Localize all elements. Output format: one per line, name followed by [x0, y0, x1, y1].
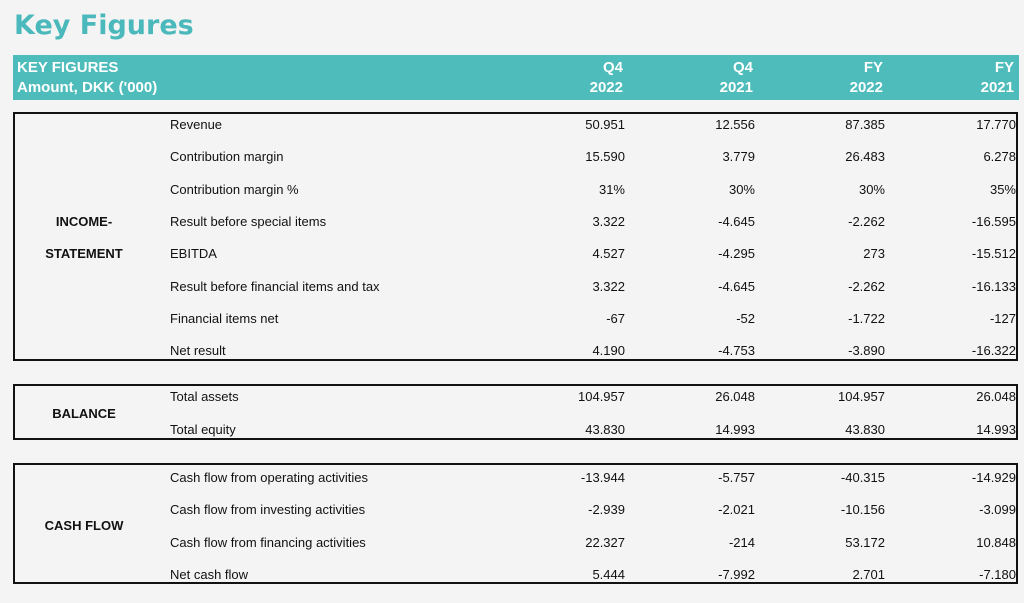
row-label: Financial items net [170, 310, 279, 326]
cell-value: -3.890 [848, 343, 885, 359]
cell-value: -16.595 [971, 213, 1016, 229]
table-row [15, 386, 1018, 418]
row-label: Result before financial items and tax [170, 278, 380, 294]
row-label: Cash flow from financing activities [170, 534, 366, 550]
income-statement-section [13, 112, 1018, 361]
cell-value: 4.527 [592, 246, 625, 262]
col-period: FY [863, 59, 883, 76]
table-row [15, 308, 1018, 340]
cell-value: -2.939 [588, 502, 625, 518]
cell-value: 35% [989, 181, 1016, 197]
row-label: EBITDA [170, 246, 217, 262]
row-label: Cash flow from investing activities [170, 502, 366, 518]
balance-section [13, 384, 1018, 440]
cell-value: -3.099 [979, 502, 1016, 518]
cell-value: 12.556 [715, 117, 755, 132]
table-header [13, 55, 1019, 100]
header-subtitle: Amount, DKK ('000) [17, 79, 158, 96]
table-row [15, 243, 1018, 275]
cell-value: 2.701 [852, 566, 885, 582]
cell-value: 273 [863, 246, 885, 262]
table-row [15, 564, 1018, 596]
cell-value: -67 [606, 310, 625, 326]
cell-value: -14.929 [971, 470, 1016, 485]
row-label: Contribution margin % [170, 181, 299, 197]
row-label: Contribution margin [170, 149, 284, 165]
cell-value: 3.779 [722, 149, 755, 165]
row-label: Cash flow from operating activities [170, 470, 368, 485]
row-label: Total equity [170, 422, 236, 437]
cell-value: -4.753 [718, 343, 755, 359]
cell-value: 14.993 [715, 422, 755, 437]
cell-value: 10.848 [976, 534, 1016, 550]
cell-value: 50.951 [585, 117, 625, 132]
cell-value: 30% [858, 181, 885, 197]
col-year: 2022 [849, 79, 883, 96]
table-row [15, 499, 1018, 531]
cell-value: -127 [989, 310, 1016, 326]
header-title: KEY FIGURES [17, 59, 119, 76]
table-row [15, 467, 1018, 499]
cell-value: 31% [598, 181, 625, 197]
row-label: Net cash flow [170, 566, 249, 582]
cell-value: -1.722 [848, 310, 885, 326]
cell-value: -16.322 [971, 343, 1016, 359]
col-year: 2021 [719, 79, 753, 96]
cell-value: -4.645 [718, 278, 755, 294]
cell-value: 43.830 [845, 422, 885, 437]
cell-value: 104.957 [578, 389, 625, 404]
cell-value: 26.048 [715, 389, 755, 404]
cell-value: -4.645 [718, 213, 755, 229]
cell-value: 30% [728, 181, 755, 197]
table-row [15, 179, 1018, 211]
col-period: FY [994, 59, 1014, 76]
cell-value: -7.992 [718, 566, 755, 582]
cell-value: 43.830 [585, 422, 625, 437]
col-year: 2021 [980, 79, 1014, 96]
row-label: Revenue [170, 117, 223, 132]
table-row [15, 340, 1018, 372]
cell-value: 87.385 [845, 117, 885, 132]
cell-value: -2.262 [848, 213, 885, 229]
table-row [15, 211, 1018, 243]
cell-value: -5.757 [718, 470, 755, 485]
page-title: Key Figures [14, 10, 194, 41]
row-label: Result before special items [170, 213, 327, 229]
cell-value: 3.322 [592, 213, 625, 229]
cell-value: -214 [728, 534, 755, 550]
cell-value: -2.262 [848, 278, 885, 294]
table-row [15, 419, 1018, 451]
balance-label: BALANCE [52, 406, 116, 421]
income-label-line1: INCOME- [55, 214, 113, 229]
income-label-line2: STATEMENT [45, 246, 123, 261]
cell-value: 26.483 [845, 149, 885, 165]
cell-value: -52 [736, 310, 755, 326]
cell-value: 104.957 [838, 389, 885, 404]
col-period: Q4 [732, 59, 753, 76]
cell-value: -40.315 [840, 470, 885, 485]
col-period: Q4 [602, 59, 623, 76]
cell-value: -2.021 [718, 502, 755, 518]
row-label: Net result [170, 343, 226, 359]
table-row [15, 146, 1018, 178]
cell-value: -13.944 [580, 470, 625, 485]
cell-value: 17.770 [976, 117, 1016, 132]
cell-value: 4.190 [592, 343, 625, 359]
cell-value: -15.512 [971, 246, 1016, 262]
table-row [15, 532, 1018, 564]
row-label: Total assets [170, 389, 239, 404]
cashflow-section [13, 463, 1018, 584]
cell-value: 3.322 [592, 278, 625, 294]
cell-value: -10.156 [840, 502, 885, 518]
cell-value: 6.278 [983, 149, 1016, 165]
cell-value: -4.295 [718, 246, 755, 262]
cell-value: 15.590 [585, 149, 625, 165]
table-row [15, 114, 1018, 146]
col-year: 2022 [589, 79, 623, 96]
cashflow-label: CASH FLOW [44, 518, 124, 533]
cell-value: 53.172 [845, 534, 885, 550]
cell-value: 26.048 [976, 389, 1016, 404]
cell-value: 14.993 [976, 422, 1016, 437]
cell-value: -7.180 [979, 566, 1016, 582]
cell-value: 22.327 [585, 534, 625, 550]
cell-value: -16.133 [971, 278, 1016, 294]
table-row [15, 276, 1018, 308]
cell-value: 5.444 [592, 566, 625, 582]
